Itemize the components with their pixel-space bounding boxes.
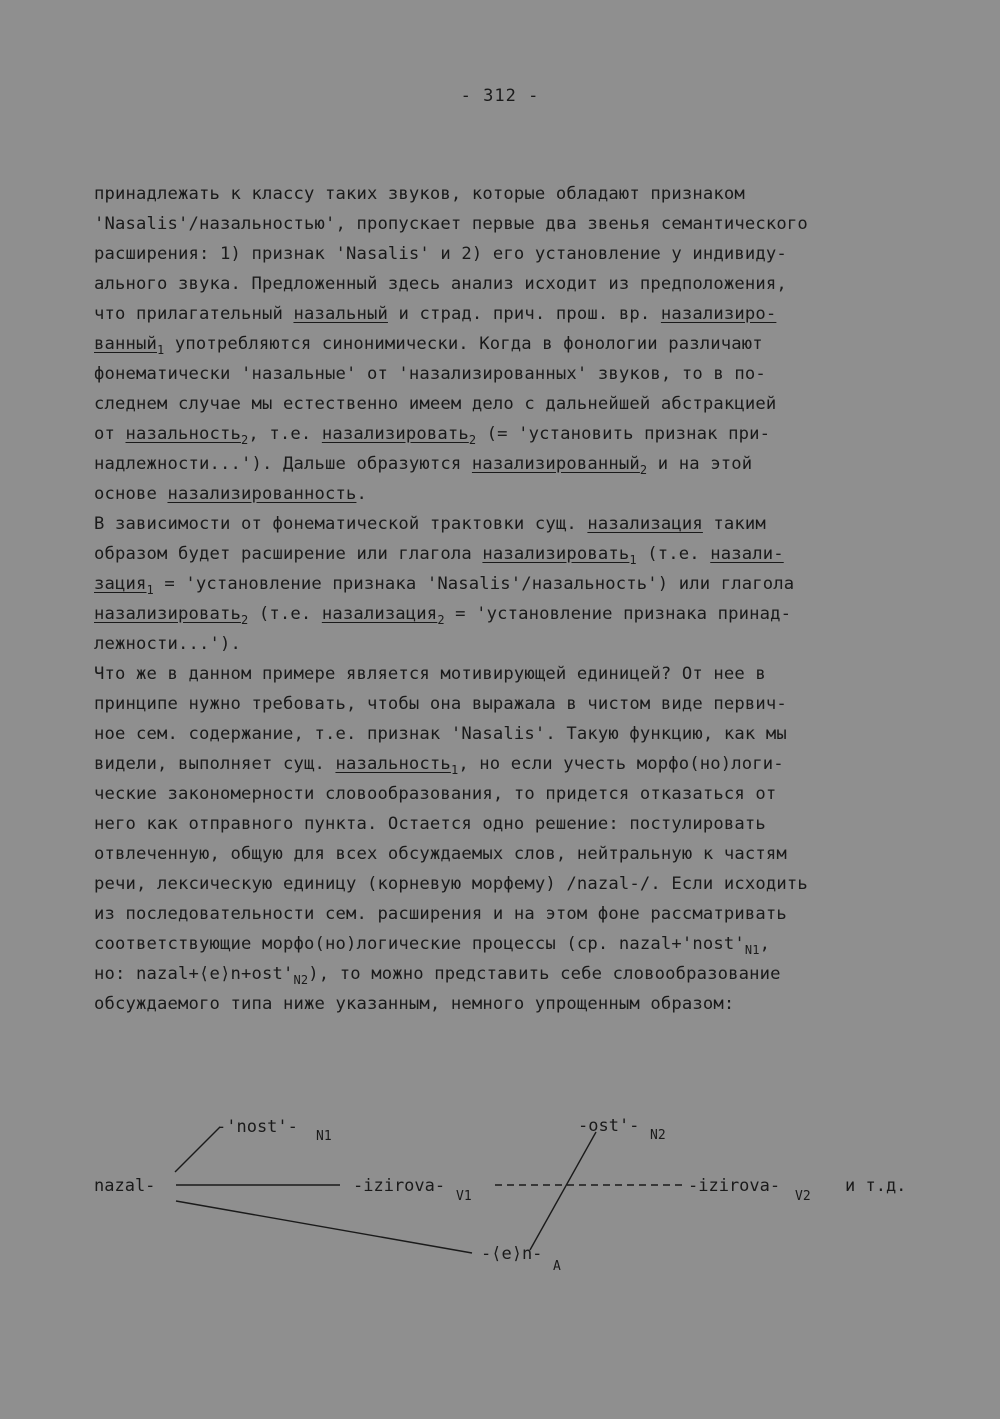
subscript: N1 — [744, 943, 760, 957]
text-line — [94, 782, 924, 812]
text-run: надлежности...'). Дальше образуются — [94, 454, 472, 474]
text-line — [94, 212, 924, 242]
text-line — [94, 962, 924, 992]
underlined-term: назализировать — [482, 544, 630, 564]
suffix-izirova-v1-sub: V1 — [456, 1189, 472, 1204]
underlined-term: назализированный — [471, 454, 640, 474]
subscript: 1 — [146, 583, 154, 597]
text-run: ), то можно представить себе словообразование — [308, 964, 781, 984]
text-line — [94, 842, 924, 872]
text-run: него как отправного пункта. Остается одно решение: постулировать — [94, 814, 766, 834]
text-line — [94, 872, 924, 902]
underlined-term: назализация — [587, 514, 703, 534]
text-line — [94, 812, 924, 842]
etc-label: и т.д. — [845, 1176, 907, 1196]
text-line — [94, 182, 924, 212]
underlined-term: назальность — [335, 754, 451, 774]
subscript: 2 — [240, 433, 249, 447]
subscript: N2 — [293, 973, 309, 987]
text-line — [94, 512, 924, 542]
text-run: но: nazal+⟨e⟩n+ost' — [94, 964, 294, 984]
underlined-term: зация — [94, 574, 147, 594]
text-run: основе — [94, 484, 168, 504]
text-line — [94, 692, 924, 722]
text-run: расширения: 1) признак 'Nasalis' и 2) его установление у индивиду- — [94, 244, 787, 264]
text-run: соответствующие морфо(но)логические процессы (ср. nazal+'nost' — [94, 934, 745, 954]
text-run: и страд. прич. прош. вр. — [387, 304, 661, 324]
suffix-nost-sub: N1 — [316, 1129, 332, 1144]
subscript: 1 — [157, 343, 165, 357]
text-line — [94, 422, 924, 452]
subscript: 2 — [468, 433, 477, 447]
underlined-term: назальность — [125, 424, 241, 444]
text-run: ческие закономерности словообразования, то придется отказаться от — [94, 784, 777, 804]
text-run: . — [356, 484, 367, 504]
root-nazal: nazal- — [94, 1176, 156, 1196]
underlined-term: назализировать — [321, 424, 469, 444]
suffix-izirova-v2: -izirova- — [688, 1176, 781, 1196]
suffix-izirova-v1: -izirova- — [353, 1176, 446, 1196]
text-run: = 'установление признака принад- — [444, 604, 792, 624]
word-formation-diagram — [0, 1090, 1000, 1290]
text-run: употребляются синонимически. Когда в фонологии различают — [164, 334, 763, 354]
text-line — [94, 542, 924, 572]
text-line — [94, 932, 924, 962]
text-run: от — [94, 424, 126, 444]
text-run: ального звука. Предложенный здесь анализ исходит из предположения, — [94, 274, 787, 294]
text-run: Что же в данном примере является мотивирующей единицей? От нее в — [94, 664, 766, 684]
text-run: отвлеченную, общую для всех обсуждаемых слов, нейтральную к частям — [94, 844, 787, 864]
text-run: (т.е. — [636, 544, 711, 564]
text-line — [94, 992, 924, 1022]
suffix-en-sub: A — [553, 1259, 561, 1274]
subscript: 1 — [629, 553, 637, 567]
body-text — [94, 182, 924, 1022]
subscript: 2 — [240, 613, 249, 627]
text-run: 'Nasalis'/назальностью', пропускает первые два звенья семантического — [94, 214, 808, 234]
text-run: ное сем. содержание, т.е. признак 'Nasalis'. Такую функцию, как мы — [94, 724, 787, 744]
branch-line-nost — [175, 1127, 220, 1172]
text-line — [94, 272, 924, 302]
text-run: принадлежать к классу таких звуков, которые обладают признаком — [94, 184, 745, 204]
subscript: 1 — [450, 763, 459, 777]
text-line — [94, 662, 924, 692]
text-line — [94, 752, 924, 782]
text-line — [94, 602, 924, 632]
text-run: и на этой — [647, 454, 753, 474]
branch-line-ost — [530, 1132, 596, 1250]
text-run: видели, выполняет сущ. — [94, 754, 336, 774]
text-run: = 'установление признака 'Nasalis'/назальность') или глагола — [153, 574, 795, 594]
text-run: , — [759, 934, 771, 954]
text-line — [94, 902, 924, 932]
text-run: лежности...'). — [94, 634, 241, 654]
subscript: 2 — [437, 613, 445, 627]
text-run: образом будет расширение или глагола — [94, 544, 483, 564]
text-line — [94, 392, 924, 422]
text-run: , т.е. — [248, 424, 322, 444]
underlined-term: назализированность — [167, 484, 357, 504]
suffix-ost: -ost'- — [578, 1116, 640, 1136]
text-run: , но если учесть морфо(но)логи- — [458, 754, 784, 774]
underlined-term: назализация — [321, 604, 438, 624]
text-line — [94, 482, 924, 512]
text-run: В зависимости от фонематической трактовки сущ. — [94, 514, 588, 534]
text-run: из последовательности сем. расширения и на этом фоне рассматривать — [94, 904, 787, 924]
underlined-term: назальный — [293, 304, 388, 324]
text-line — [94, 302, 924, 332]
text-line — [94, 332, 924, 362]
underlined-term: назализировать — [94, 604, 241, 624]
text-run: что прилагательный — [94, 304, 294, 324]
text-run: принципе нужно требовать, чтобы она выражала в чистом виде первич- — [94, 694, 787, 714]
text-run: фонематически 'назальные' от 'назализированных' звуков, то в по- — [94, 364, 766, 384]
suffix-en: -⟨e⟩n- — [481, 1244, 543, 1264]
text-line — [94, 242, 924, 272]
underlined-term: назализиро- — [660, 304, 777, 324]
branch-line-en — [176, 1201, 472, 1253]
suffix-nost: -'nost'- — [216, 1117, 298, 1137]
text-line — [94, 362, 924, 392]
underlined-term: назали- — [710, 544, 784, 564]
underlined-term: ванный — [94, 334, 157, 354]
text-run: обсуждаемого типа ниже указанным, немного упрощенным образом: — [94, 994, 735, 1014]
text-run: таким — [702, 514, 766, 534]
text-run: (т.е. — [248, 604, 322, 624]
page-number: - 312 - — [460, 86, 540, 106]
text-line — [94, 452, 924, 482]
text-line — [94, 572, 924, 602]
text-line — [94, 722, 924, 752]
text-run: речи, лексическую единицу (корневую морфему) /nazal-/. Если исходить — [94, 874, 808, 894]
text-run: (= 'установить признак при- — [476, 424, 771, 444]
text-line — [94, 632, 924, 662]
subscript: 2 — [639, 463, 648, 477]
suffix-ost-sub: N2 — [650, 1128, 666, 1143]
text-run: следнем случае мы естественно имеем дело с дальнейшей абстракцией — [94, 394, 777, 414]
suffix-izirova-v2-sub: V2 — [795, 1189, 811, 1204]
